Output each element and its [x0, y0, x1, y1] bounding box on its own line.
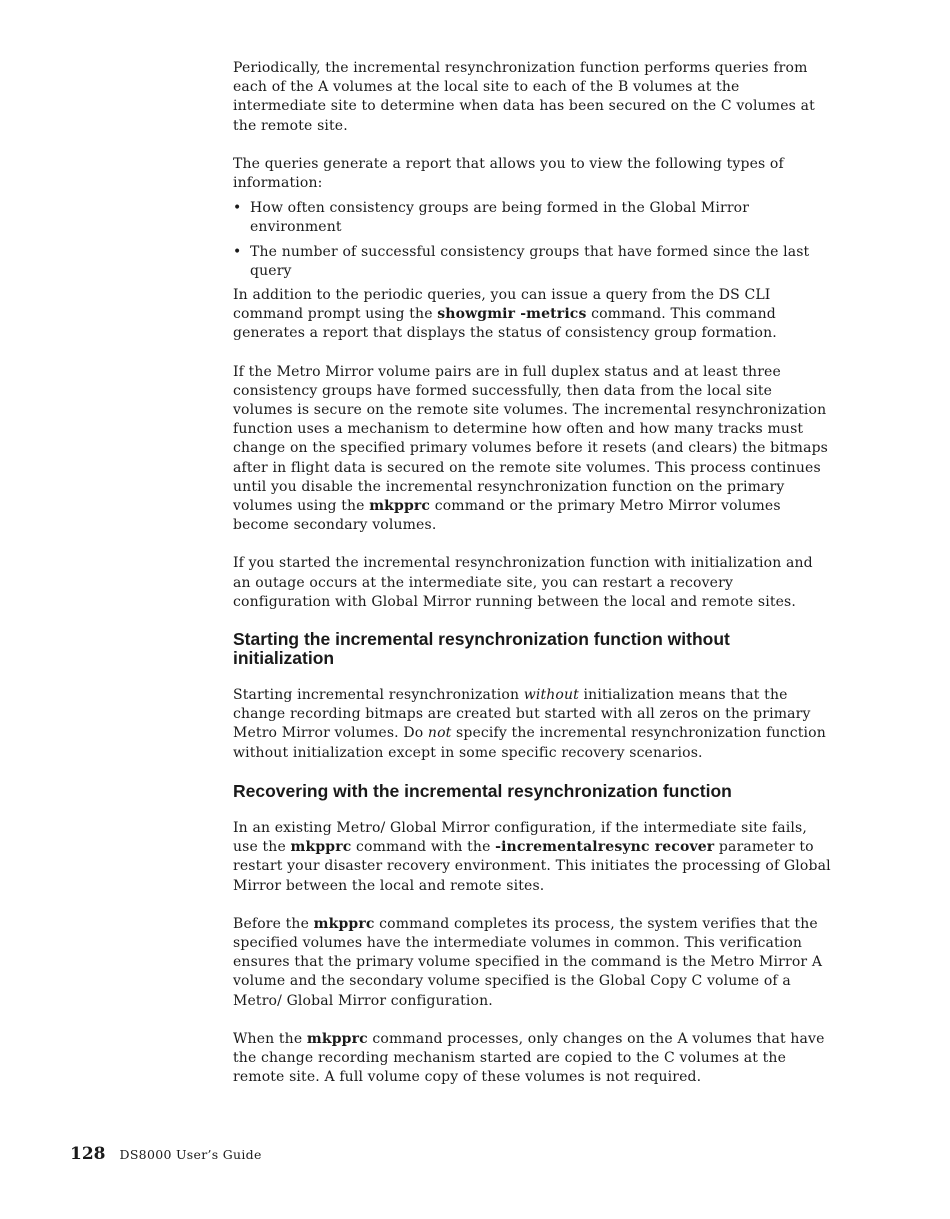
list-item [233, 243, 833, 281]
paragraph-changes-copied [233, 1030, 833, 1088]
text-run: command or the primary Metro Mirror volumes become secondary volumes. [233, 498, 781, 534]
page-footer [70, 1144, 262, 1164]
paragraph-verification [233, 915, 833, 1011]
text-run: command processes, only changes on the A volumes that have the change recording mechanism started are copied to the C volumes at the remote site. A full volume copy of these volumes is not required. [233, 1030, 825, 1086]
list-item-text: The number of successful consistency groups that have formed since the last query [250, 243, 810, 279]
paragraph-recovering [233, 819, 833, 896]
text-run: command. This command generates a report that displays the status of consistency group formation. [233, 306, 777, 342]
text-run: command completes its process, the system verifies that the specified volumes have the intermediate volumes in common. This verification ensures that the primary volume specified in the command is the Metro Mirror A volume and the secondary volume specified is the Global Copy C volume of a Metro/ Global Mirror configuration. [233, 915, 823, 1009]
command-name: showgmir -metrics [437, 306, 587, 323]
paragraph-cli-query [233, 286, 833, 344]
text-run: In addition to the periodic queries, you can issue a query from the DS CLI command prompt using the [233, 287, 771, 323]
paragraph-periodic-queries: Periodically, the incremental resynchronization function performs queries from each of the A volumes at the local site to each of the B volumes at the intermediate site to determine when data has been secured on the C volumes at the remote site. [233, 60, 815, 134]
parameter-name: -incrementalresync recover [495, 839, 715, 856]
paragraph-without-initialization [233, 686, 833, 763]
document-title: DS8000 User’s Guide [119, 1147, 262, 1162]
paragraph-report-intro: The queries generate a report that allows you to view the following types of information: [233, 155, 784, 192]
page-body [233, 59, 833, 1087]
paragraph-outage-recovery: If you started the incremental resynchronization function with initialization and an outage occurs at the intermediate site, you can restart a recovery configuration with Global Mirror running between the local and remote sites. [233, 555, 813, 610]
emphasis-text: not [427, 725, 452, 742]
command-name: mkpprc [313, 915, 375, 932]
text-run: initialization means that the change recording bitmaps are created but started with all zeros on the primary Metro Mirror volumes. Do [233, 687, 811, 742]
bullet-icon: • [233, 243, 242, 260]
section-heading-recovering: Recovering with the incremental resynchronization function [233, 780, 732, 801]
emphasis-text: without [523, 687, 579, 704]
info-types-list [233, 199, 833, 281]
list-item [233, 199, 833, 237]
command-name: mkpprc [369, 498, 431, 515]
list-item-text: How often consistency groups are being formed in the Global Mirror environment [250, 200, 750, 236]
command-name: mkpprc [290, 839, 352, 856]
text-run: If the Metro Mirror volume pairs are in full duplex status and at least three consistency groups have formed successfully, then data from the local site volumes is secure on the remote site volumes. The incremental resynchronization function uses a mechanism to determine how often and how many tracks must change on the specified primary volumes before it resets (and clears) the bitmaps after in flight data is secured on the remote site volumes. This process continues until you disable the incremental resynchronization function on the primary volumes using the [233, 363, 829, 515]
text-run: parameter to restart your disaster recovery environment. This initiates the processing of Global Mirror between the local and remote sites. [233, 839, 831, 894]
page-number: 128 [70, 1144, 106, 1164]
command-name: mkpprc [306, 1030, 368, 1047]
paragraph-full-duplex [233, 363, 833, 536]
section-heading-without-initialization: Starting the incremental resynchronization function without initialization [233, 629, 730, 669]
text-run: Before the [233, 915, 314, 932]
text-run: When the [233, 1030, 307, 1047]
text-run: In an existing Metro/ Global Mirror configuration, if the intermediate site fails, use the [233, 819, 807, 856]
bullet-icon: • [233, 200, 242, 217]
text-run: Starting incremental resynchronization [233, 687, 524, 704]
text-run: specify the incremental resynchronization function without initialization except in some specific recovery scenarios. [233, 725, 826, 761]
text-run: command with the [351, 839, 496, 856]
